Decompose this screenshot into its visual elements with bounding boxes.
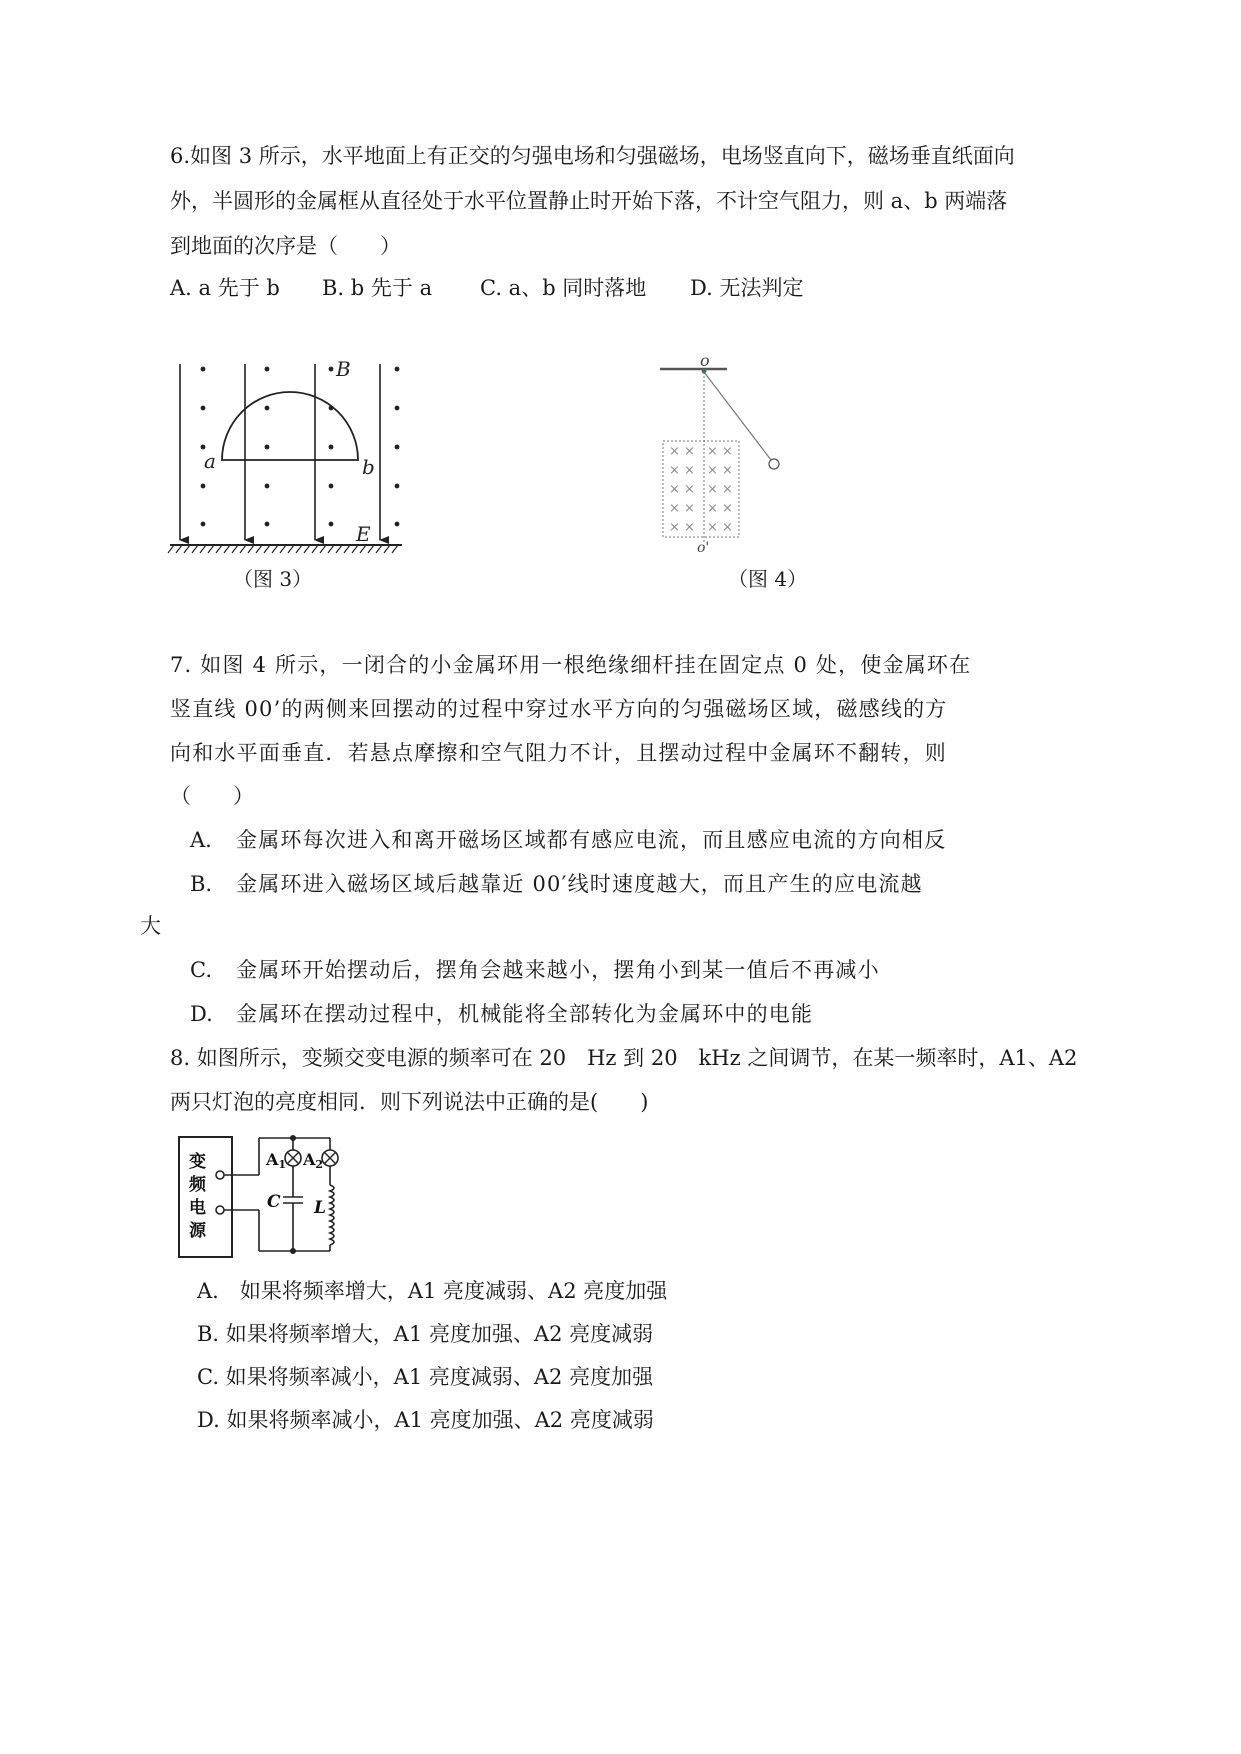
q6-line-3: 到地面的次序是（ ） xyxy=(170,234,401,258)
q7-line-1: 7. 如图 4 所示，一闭合的小金属环用一根绝缘细杆挂在固定点 0 处，使金属环在 xyxy=(170,653,972,677)
q8-line-2: 两只灯泡的亮度相同．则下列说法中正确的是( ) xyxy=(170,1090,649,1114)
q8-line-1: 8. 如图所示，变频交变电源的频率可在 20 Hz 到 20 kHz 之间调节，在某一频率时，A1、A2 xyxy=(170,1046,1078,1070)
q7-line-3: 向和水平面垂直．若悬点摩擦和空气阻力不计，且摆动过程中金属环不翻转，则 xyxy=(170,741,947,765)
svg-text:× ×: × × xyxy=(707,482,733,497)
lamp-A2 xyxy=(322,1150,338,1166)
svg-text:电: 电 xyxy=(189,1198,206,1218)
svg-text:× ×: × × xyxy=(669,520,695,535)
q7-option-c-letter: C. xyxy=(190,958,212,982)
q8-option-d: D. 如果将频率减小，A1 亮度加强、A2 亮度减弱 xyxy=(197,1408,654,1432)
q7-option-a-letter: A. xyxy=(190,828,212,852)
q7-option-a-text: 金属环每次进入和离开磁场区域都有感应电流，而且感应电流的方向相反 xyxy=(236,828,947,852)
label-B: B xyxy=(336,357,351,381)
terminal-top xyxy=(216,1171,224,1179)
q6-line-2: 外，半圆形的金属框从直径处于水平位置静止时开始下落，不计空气阻力，则 a、b 两端落 xyxy=(170,189,1008,213)
q7-line-4: （ ） xyxy=(170,784,254,808)
q8-option-c: C. 如果将频率减小，A1 亮度减弱、A2 亮度加强 xyxy=(197,1365,654,1389)
svg-text:× ×: × × xyxy=(707,520,733,535)
magnetic-field-dots xyxy=(201,367,400,527)
label-C: C xyxy=(267,1192,281,1212)
figure-4-caption: （图 4） xyxy=(728,567,808,591)
svg-text:× ×: × × xyxy=(707,444,733,459)
q7-option-b-letter: B. xyxy=(190,872,213,896)
label-L: L xyxy=(314,1198,326,1218)
q7-option-d-text: 金属环在摆动过程中，机械能将全部转化为金属环中的电能 xyxy=(236,1002,814,1026)
svg-text:× ×: × × xyxy=(669,482,695,497)
svg-text:× ×: × × xyxy=(707,463,733,478)
q6-option-a: A. a 先于 b xyxy=(170,276,280,300)
label-o-bottom: o' xyxy=(697,540,710,556)
q7-option-b-continuation: 大 xyxy=(140,914,161,938)
label-b: b xyxy=(362,455,375,479)
svg-text:变: 变 xyxy=(189,1152,206,1172)
figure-circuit-diagram xyxy=(175,1133,355,1263)
junction-bottom xyxy=(290,1248,296,1254)
label-E: E xyxy=(356,522,371,546)
power-source-label xyxy=(189,1151,207,1241)
figure-3-caption: （图 3） xyxy=(233,567,313,591)
q7-line-2: 竖直线 00’的两侧来回摆动的过程中穿过水平方向的匀强磁场区域，磁感线的方 xyxy=(170,697,948,721)
metal-ring xyxy=(769,459,779,469)
junction-top xyxy=(290,1135,296,1141)
ground-hatching xyxy=(168,545,398,553)
lamp-A1 xyxy=(285,1150,301,1166)
svg-text:× ×: × × xyxy=(707,501,733,516)
label-o-top: o xyxy=(700,352,710,370)
q7-option-c-text: 金属环开始摆动后，摆角会越来越小，摆角小到某一值后不再减小 xyxy=(236,958,880,982)
q6-option-b: B. b 先于 a xyxy=(322,276,433,300)
q6-option-d: D. 无法判定 xyxy=(690,276,804,300)
q7-option-d-letter: D. xyxy=(190,1002,213,1026)
q6-line-1: 6.如图 3 所示，水平地面上有正交的匀强电场和匀强磁场，电场竖直向下，磁场垂直纸面向 xyxy=(170,144,1015,168)
terminal-bottom xyxy=(216,1206,224,1214)
label-a: a xyxy=(204,449,216,473)
svg-text:× ×: × × xyxy=(669,501,695,516)
svg-text:频: 频 xyxy=(189,1175,206,1195)
q7-option-b-text: 金属环进入磁场区域后越靠近 00′线时速度越大，而且产生的应电流越 xyxy=(236,872,923,896)
q6-option-c: C. a、b 同时落地 xyxy=(480,276,647,300)
svg-text:源: 源 xyxy=(189,1221,206,1241)
semicircle-frame xyxy=(222,392,358,460)
label-A1: A1 xyxy=(266,1150,287,1171)
q8-option-a: A. 如果将频率增大，A1 亮度减弱、A2 亮度加强 xyxy=(197,1279,668,1303)
svg-text:× ×: × × xyxy=(669,463,695,478)
q8-option-b: B. 如果将频率增大，A1 亮度加强、A2 亮度减弱 xyxy=(197,1322,654,1346)
svg-text:× ×: × × xyxy=(669,444,695,459)
figure-3-field-diagram xyxy=(160,352,410,557)
label-A2: A2 xyxy=(303,1150,324,1171)
figure-4-pendulum-diagram xyxy=(655,352,790,557)
magnetic-field-crosses xyxy=(669,444,733,535)
